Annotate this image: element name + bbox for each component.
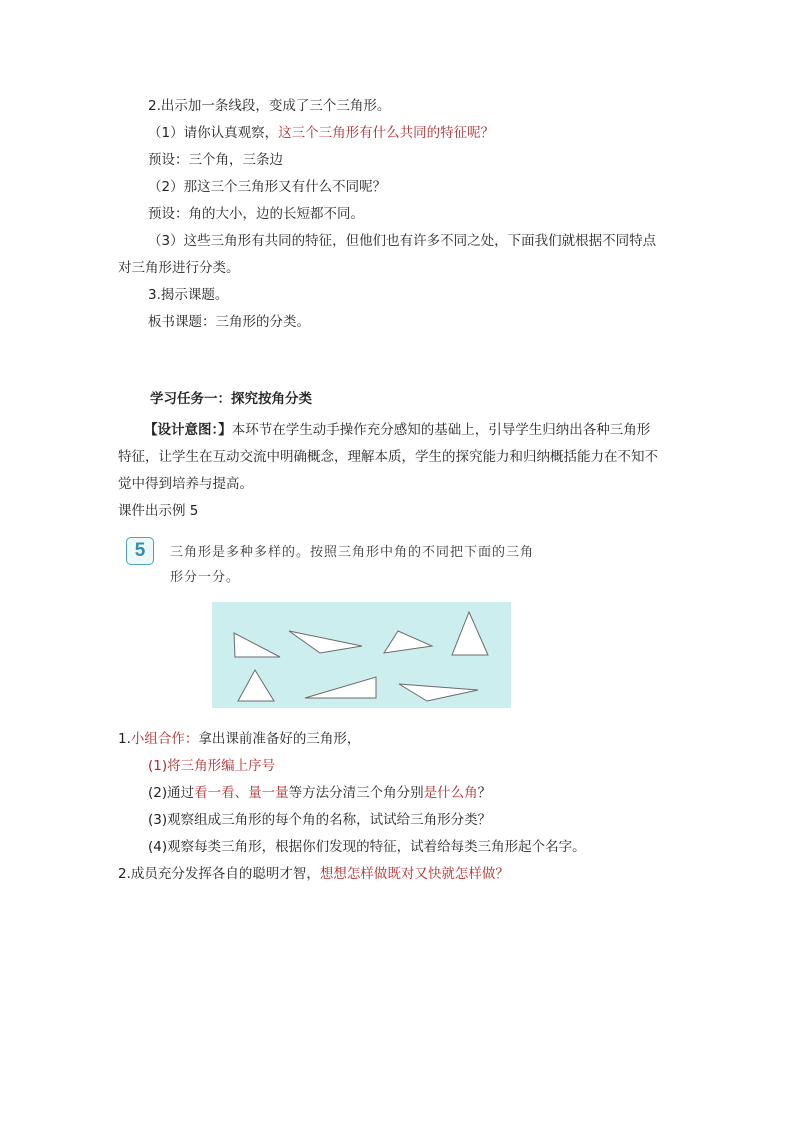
activity-item-1 [118, 729, 360, 749]
question-1-highlight: 这三个三角形有什么共同的特征呢？ [278, 125, 495, 141]
triangle-4 [452, 612, 488, 655]
design-intent-line-2: 特征，让学生在互动交流中明确概念，理解本质，学生的探究能力和归纳概括能力在不知不 [118, 449, 658, 465]
design-intent-text: 本环节在学生动手操作充分感知的基础上，引导学生归纳出各种三角形 [231, 422, 651, 438]
example-text-line-2: 形分一分。 [170, 570, 241, 585]
design-intent-line-1 [144, 420, 650, 440]
design-intent-line-3: 觉中得到培养与提高。 [118, 476, 253, 492]
step-3-text: 3.揭示课题。 [148, 287, 229, 303]
activity-sub-2-a: (2)通过 [148, 785, 195, 801]
question-3-line-2: 对三角形进行分类。 [118, 260, 240, 276]
preset-2: 预设：角的大小，边的长短都不同。 [148, 206, 364, 222]
question-1-prefix: （1）请你认真观察， [148, 125, 279, 141]
activity-item-1-rest: 拿出课前准备好的三角形， [198, 731, 361, 747]
example-number-badge [126, 537, 154, 565]
activity-item-1-prefix: 1. [118, 731, 131, 747]
task-1-title: 学习任务一：探究按角分类 [150, 391, 312, 407]
activity-sub-2 [148, 783, 491, 803]
activity-sub-2-highlight-1: 看一看、量一量 [194, 785, 289, 801]
triangle-6 [305, 677, 376, 698]
activity-sub-2-b: 等方法分清三个角分别 [288, 785, 424, 801]
courseware-label: 课件出示例 5 [118, 503, 199, 519]
triangle-1 [234, 633, 280, 657]
triangle-3 [384, 631, 432, 653]
activity-sub-1: (1)将三角形编上序号 [148, 758, 276, 774]
question-2: （2）那这三个三角形又有什么不同呢？ [148, 179, 387, 195]
triangle-7 [399, 684, 478, 701]
activity-item-2-highlight: 想想怎样做既对又快就怎样做？ [319, 866, 509, 882]
activity-item-2-prefix: 2.成员充分发挥各自的聪明才智， [118, 866, 320, 882]
activity-item-2 [118, 864, 509, 884]
triangles-panel [212, 602, 511, 708]
activity-sub-4: (4)观察每类三角形，根据你们发现的特征，试着给每类三角形起个名字。 [148, 839, 586, 855]
triangle-2 [289, 631, 362, 653]
activity-sub-2-highlight-2: 是什么角 [423, 785, 478, 801]
board-title: 板书课题：三角形的分类。 [148, 314, 310, 330]
example-number: 5 [126, 537, 154, 565]
triangles-figure [212, 602, 511, 708]
design-intent-label: 【设计意图：】 [144, 422, 232, 438]
activity-sub-3: (3)观察组成三角形的每个角的名称，试试给三角形分类？ [148, 812, 492, 828]
preset-1: 预设：三个角，三条边 [148, 152, 283, 168]
triangle-5 [238, 670, 274, 701]
question-3-line-1: （3）这些三角形有共同的特征，但他们也有许多不同之处，下面我们就根据不同特点 [148, 233, 657, 249]
example-text-line-1: 三角形是多种多样的。按照三角形中角的不同把下面的三角 [170, 545, 535, 560]
activity-sub-2-c: ？ [477, 785, 492, 801]
question-1 [148, 123, 494, 143]
activity-item-1-highlight: 小组合作： [130, 731, 199, 747]
step-2-text: 2.出示加一条线段，变成了三个三角形。 [148, 98, 391, 114]
